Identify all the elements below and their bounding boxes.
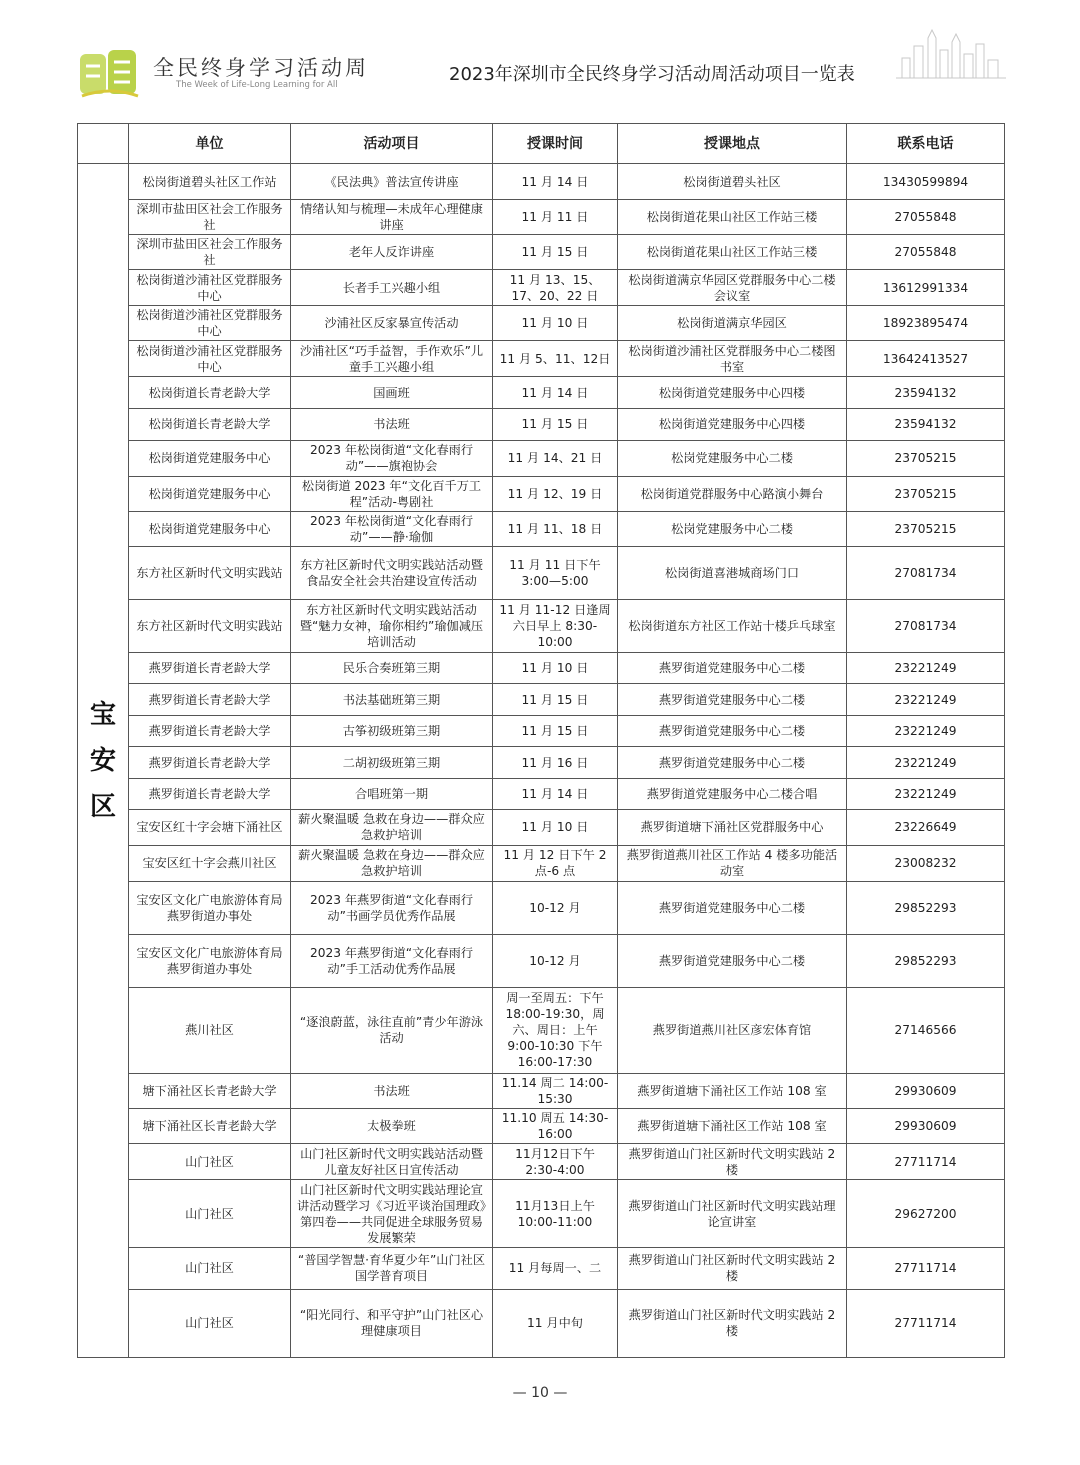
table-row [78, 341, 1005, 377]
cell-phone: 29930609 [847, 1074, 1005, 1109]
cell-place: 燕罗街道燕川社区彦宏体育馆 [618, 987, 847, 1073]
cell-time: 11 月 14、21 日 [493, 440, 618, 476]
table-row [78, 845, 1005, 881]
column-header-unit: 单位 [129, 124, 291, 164]
cell-place: 松岗街道东方社区工作站十楼乒乓球室 [618, 599, 847, 652]
table-row [78, 1109, 1005, 1144]
cell-place: 燕罗街道山门社区新时代文明实践站理论宣讲室 [618, 1180, 847, 1248]
cell-time: 11 月 14 日 [493, 164, 618, 200]
cell-unit: 宝安区文化广电旅游体育局燕罗街道办事处 [129, 881, 291, 934]
cell-time: 11.10 周五 14:30-16:00 [493, 1109, 618, 1144]
cell-place: 松岗街道花果山社区工作站三楼 [618, 200, 847, 235]
cell-place: 松岗街道党建服务中心四楼 [618, 377, 847, 408]
cell-activity: 2023 年燕罗街道“文化春雨行动”手工活动优秀作品展 [291, 934, 493, 987]
cell-activity: 老年人反诈讲座 [291, 235, 493, 270]
cell-phone: 27711714 [847, 1248, 1005, 1289]
cell-unit: 松岗街道党建服务中心 [129, 511, 291, 546]
cell-place: 燕罗街道山门社区新时代文明实践站 2 楼 [618, 1289, 847, 1357]
cell-activity: 薪火聚温暖 急救在身边——群众应急救护培训 [291, 845, 493, 881]
cell-activity: 山门社区新时代文明实践站理论宣讲活动暨学习《习近平谈治国理政》第四卷——共同促进全球服务贸易发展繁荣 [291, 1180, 493, 1248]
cell-unit: 燕罗街道长青老龄大学 [129, 747, 291, 779]
cell-time: 周一至周五：下午 18:00-19:30，周六、周日：上午 9:00-10:30 下午 16:00-17:30 [493, 987, 618, 1073]
cell-time: 11 月 10 日 [493, 653, 618, 684]
cell-phone: 23226649 [847, 810, 1005, 845]
cell-place: 燕罗街道党建服务中心二楼 [618, 747, 847, 779]
cell-activity: 太极拳班 [291, 1109, 493, 1144]
learning-week-logo [78, 46, 140, 100]
cell-phone: 23008232 [847, 845, 1005, 881]
column-header-phone: 联系电话 [847, 124, 1005, 164]
cell-activity: 书法班 [291, 408, 493, 440]
cell-activity: 山门社区新时代文明实践站活动暨儿童友好社区日宣传活动 [291, 1144, 493, 1180]
table-row [78, 270, 1005, 306]
cell-place: 松岗街道花果山社区工作站三楼 [618, 235, 847, 270]
brand-name-english: The Week of Life-Long Learning for All [176, 80, 338, 90]
table-row [78, 779, 1005, 810]
cell-time: 11 月 5、11、12日 [493, 341, 618, 377]
cell-time: 11 月 11-12 日逢周六日早上 8:30-10:00 [493, 599, 618, 652]
cell-unit: 燕川社区 [129, 987, 291, 1073]
cell-unit: 东方社区新时代文明实践站 [129, 599, 291, 652]
cell-time: 11 月 11 日下午 3:00—5:00 [493, 546, 618, 599]
table-row [78, 200, 1005, 235]
table-row [78, 934, 1005, 987]
cell-activity: “逐浪蔚蓝，泳往直前”青少年游泳活动 [291, 987, 493, 1073]
cell-place: 松岗街道满京华园区党群服务中心二楼会议室 [618, 270, 847, 306]
table-row [78, 747, 1005, 779]
document-title: 2023年深圳市全民终身学习活动周活动项目一览表 [449, 64, 855, 85]
cell-place: 燕罗街道党建服务中心二楼合唱 [618, 779, 847, 810]
cell-activity: 沙浦社区“巧手益智，手作欢乐”儿童手工兴趣小组 [291, 341, 493, 377]
cell-time: 11月12日下午 2:30-4:00 [493, 1144, 618, 1180]
cell-place: 燕罗街道党建服务中心二楼 [618, 881, 847, 934]
table-row [78, 1144, 1005, 1180]
cell-phone: 13430599894 [847, 164, 1005, 200]
table-row [78, 408, 1005, 440]
cell-activity: 2023 年松岗街道“文化春雨行动”——旗袍协会 [291, 440, 493, 476]
cell-time: 11 月 14 日 [493, 377, 618, 408]
cell-unit: 宝安区文化广电旅游体育局燕罗街道办事处 [129, 934, 291, 987]
cell-place: 燕罗街道党建服务中心二楼 [618, 934, 847, 987]
cell-phone: 29852293 [847, 934, 1005, 987]
cell-unit: 燕罗街道长青老龄大学 [129, 684, 291, 716]
cell-phone: 13642413527 [847, 341, 1005, 377]
table-row [78, 599, 1005, 652]
table-row [78, 881, 1005, 934]
cell-time: 11 月 10 日 [493, 306, 618, 341]
cell-time: 11 月 12 日下午 2点-6 点 [493, 845, 618, 881]
cell-activity: 民乐合奏班第三期 [291, 653, 493, 684]
page-number: — 10 — [512, 1385, 568, 1401]
cell-phone: 23594132 [847, 408, 1005, 440]
cell-time: 11 月 12、19 日 [493, 476, 618, 511]
cell-phone: 23221249 [847, 747, 1005, 779]
table-row [78, 440, 1005, 476]
cell-time: 11 月 16 日 [493, 747, 618, 779]
cell-phone: 23221249 [847, 779, 1005, 810]
cell-phone: 29852293 [847, 881, 1005, 934]
cell-activity: 2023 年松岗街道“文化春雨行动”——静·瑜伽 [291, 511, 493, 546]
cell-unit: 塘下涌社区长青老龄大学 [129, 1109, 291, 1144]
cell-phone: 23705215 [847, 511, 1005, 546]
table-row [78, 653, 1005, 684]
table-row [78, 1289, 1005, 1357]
cell-unit: 松岗街道沙浦社区党群服务中心 [129, 341, 291, 377]
cell-place: 燕罗街道党建服务中心二楼 [618, 684, 847, 716]
cell-phone: 29627200 [847, 1180, 1005, 1248]
cell-place: 松岗党建服务中心二楼 [618, 511, 847, 546]
cell-activity: 《民法典》普法宣传讲座 [291, 164, 493, 200]
cell-place: 燕罗街道塘下涌社区党群服务中心 [618, 810, 847, 845]
cell-activity: 东方社区新时代文明实践站活动暨“魅力女神，瑜你相约”瑜伽减压培训活动 [291, 599, 493, 652]
cell-time: 11月13日上午 10:00-11:00 [493, 1180, 618, 1248]
cell-unit: 深圳市盐田区社会工作服务社 [129, 200, 291, 235]
cell-place: 松岗街道党群服务中心路演小舞台 [618, 476, 847, 511]
cell-phone: 18923895474 [847, 306, 1005, 341]
column-header-time: 授课时间 [493, 124, 618, 164]
table-row [78, 810, 1005, 845]
cell-unit: 松岗街道沙浦社区党群服务中心 [129, 270, 291, 306]
cell-time: 11 月 11、18 日 [493, 511, 618, 546]
cell-activity: 沙浦社区反家暴宣传活动 [291, 306, 493, 341]
cell-unit: 燕罗街道长青老龄大学 [129, 779, 291, 810]
cell-unit: 松岗街道党建服务中心 [129, 440, 291, 476]
cell-phone: 27081734 [847, 599, 1005, 652]
table-row [78, 235, 1005, 270]
district-char: 安 [89, 745, 116, 776]
cell-time: 11 月 15 日 [493, 716, 618, 747]
cell-time: 11 月 15 日 [493, 684, 618, 716]
cell-place: 燕罗街道塘下涌社区工作站 108 室 [618, 1074, 847, 1109]
cell-time: 11 月 15 日 [493, 235, 618, 270]
cell-unit: 燕罗街道长青老龄大学 [129, 716, 291, 747]
cell-unit: 深圳市盐田区社会工作服务社 [129, 235, 291, 270]
cell-activity: 2023 年燕罗街道“文化春雨行动”书画学员优秀作品展 [291, 881, 493, 934]
table-row [78, 164, 1005, 200]
cell-activity: “普国学智慧·育华夏少年”山门社区国学普育项目 [291, 1248, 493, 1289]
cell-phone: 27055848 [847, 200, 1005, 235]
cell-phone: 23594132 [847, 377, 1005, 408]
table-row [78, 684, 1005, 716]
cell-activity: 书法班 [291, 1074, 493, 1109]
cell-unit: 松岗街道碧头社区工作站 [129, 164, 291, 200]
cell-activity: 书法基础班第三期 [291, 684, 493, 716]
cell-activity: “阳光同行、和平守护”山门社区心理健康项目 [291, 1289, 493, 1357]
header-district-blank [78, 124, 129, 164]
activity-table [77, 123, 1005, 1358]
district-char: 区 [89, 791, 116, 822]
column-header-activity: 活动项目 [291, 124, 493, 164]
page-header [0, 0, 1080, 120]
table-row [78, 716, 1005, 747]
cell-unit: 塘下涌社区长青老龄大学 [129, 1074, 291, 1109]
cell-place: 燕罗街道山门社区新时代文明实践站 2 楼 [618, 1248, 847, 1289]
table-row [78, 546, 1005, 599]
cell-activity: 合唱班第一期 [291, 779, 493, 810]
cell-time: 10-12 月 [493, 881, 618, 934]
cell-phone: 23221249 [847, 653, 1005, 684]
cell-phone: 23705215 [847, 440, 1005, 476]
cell-phone: 13612991334 [847, 270, 1005, 306]
cell-activity: 松岗街道 2023 年“文化百千万工程”活动-粤剧社 [291, 476, 493, 511]
table-row [78, 987, 1005, 1073]
cell-activity: 东方社区新时代文明实践站活动暨食品安全社会共治建设宣传活动 [291, 546, 493, 599]
cell-place: 燕罗街道山门社区新时代文明实践站 2 楼 [618, 1144, 847, 1180]
district-cell [78, 164, 129, 1358]
cell-time: 11 月 11 日 [493, 200, 618, 235]
cell-place: 燕罗街道塘下涌社区工作站 108 室 [618, 1109, 847, 1144]
cell-unit: 松岗街道沙浦社区党群服务中心 [129, 306, 291, 341]
cell-phone: 27146566 [847, 987, 1005, 1073]
cell-time: 11 月 13、15、17、20、22 日 [493, 270, 618, 306]
cell-activity: 薪火聚温暖 急救在身边——群众应急救护培训 [291, 810, 493, 845]
table-row [78, 1248, 1005, 1289]
cell-phone: 27711714 [847, 1144, 1005, 1180]
cell-unit: 松岗街道党建服务中心 [129, 476, 291, 511]
cell-phone: 23221249 [847, 716, 1005, 747]
cell-unit: 东方社区新时代文明实践站 [129, 546, 291, 599]
table-row [78, 511, 1005, 546]
cell-phone: 23705215 [847, 476, 1005, 511]
cell-activity: 长者手工兴趣小组 [291, 270, 493, 306]
cell-time: 11 月 10 日 [493, 810, 618, 845]
cell-place: 燕罗街道党建服务中心二楼 [618, 653, 847, 684]
column-header-place: 授课地点 [618, 124, 847, 164]
cell-unit: 松岗街道长青老龄大学 [129, 408, 291, 440]
cell-time: 11 月 14 日 [493, 779, 618, 810]
cell-phone: 27055848 [847, 235, 1005, 270]
district-char: 宝 [89, 699, 116, 730]
cell-place: 燕罗街道党建服务中心二楼 [618, 716, 847, 747]
cell-activity: 国画班 [291, 377, 493, 408]
cell-place: 松岗街道沙浦社区党群服务中心二楼图书室 [618, 341, 847, 377]
cell-unit: 山门社区 [129, 1289, 291, 1357]
table-row [78, 377, 1005, 408]
cell-activity: 二胡初级班第三期 [291, 747, 493, 779]
cell-unit: 宝安区红十字会燕川社区 [129, 845, 291, 881]
table-header-row [78, 124, 1005, 164]
city-skyline-icon [896, 24, 1006, 80]
cell-phone: 29930609 [847, 1109, 1005, 1144]
cell-phone: 23221249 [847, 684, 1005, 716]
cell-place: 松岗党建服务中心二楼 [618, 440, 847, 476]
cell-time: 11 月中旬 [493, 1289, 618, 1357]
cell-time: 11 月 15 日 [493, 408, 618, 440]
cell-unit: 燕罗街道长青老龄大学 [129, 653, 291, 684]
cell-time: 10-12 月 [493, 934, 618, 987]
cell-phone: 27081734 [847, 546, 1005, 599]
cell-activity: 情绪认知与梳理—未成年心理健康讲座 [291, 200, 493, 235]
table-row [78, 476, 1005, 511]
table-row [78, 1074, 1005, 1109]
cell-time: 11 月每周一、二 [493, 1248, 618, 1289]
cell-unit: 松岗街道长青老龄大学 [129, 377, 291, 408]
cell-place: 松岗街道喜港城商场门口 [618, 546, 847, 599]
table-row [78, 1180, 1005, 1248]
brand-name: 全民终身学习活动周 [153, 56, 369, 80]
cell-place: 燕罗街道燕川社区工作站 4 楼多功能活动室 [618, 845, 847, 881]
cell-phone: 27711714 [847, 1289, 1005, 1357]
cell-unit: 宝安区红十字会塘下涌社区 [129, 810, 291, 845]
cell-place: 松岗街道党建服务中心四楼 [618, 408, 847, 440]
cell-unit: 山门社区 [129, 1144, 291, 1180]
cell-time: 11.14 周二 14:00-15:30 [493, 1074, 618, 1109]
cell-activity: 古筝初级班第三期 [291, 716, 493, 747]
cell-place: 松岗街道碧头社区 [618, 164, 847, 200]
cell-place: 松岗街道满京华园区 [618, 306, 847, 341]
cell-unit: 山门社区 [129, 1180, 291, 1248]
table-row [78, 306, 1005, 341]
cell-unit: 山门社区 [129, 1248, 291, 1289]
